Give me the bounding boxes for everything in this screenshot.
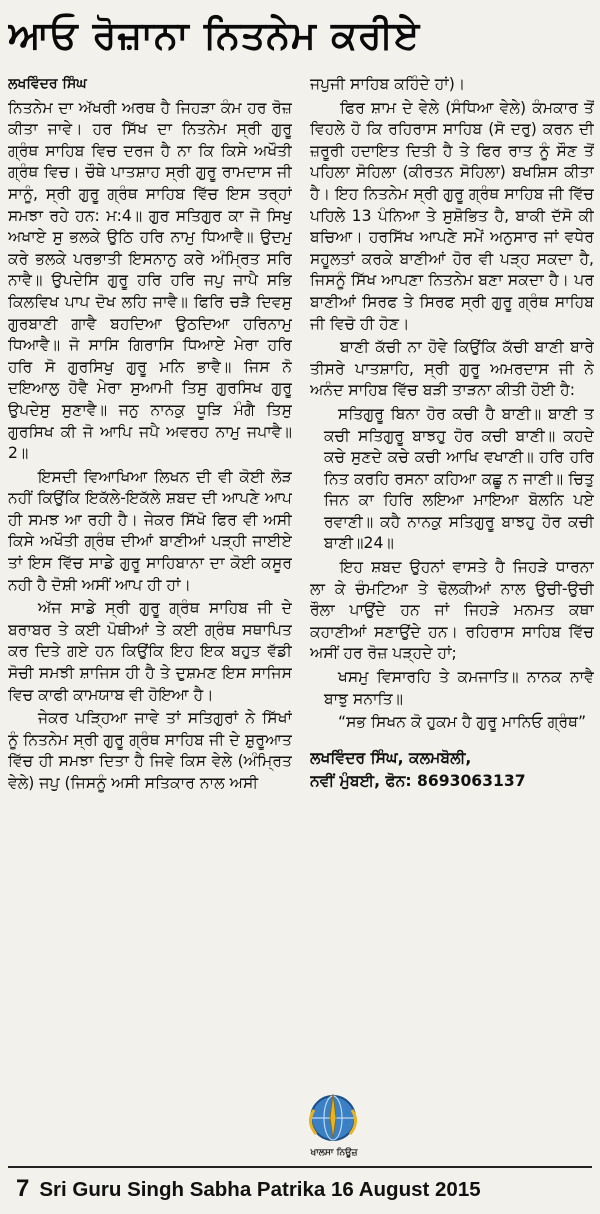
author-contact: ਨਵੀਂ ਮੁੰਬਈ, ਫੋਨ: 8693063137 — [310, 772, 526, 791]
verse-quote-3: “ਸਭ ਸਿਖਨ ਕੋ ਹੁਕਮ ਹੈ ਗੁਰੂ ਮਾਨਿਓ ਗ੍ਰੰਥ” — [338, 713, 587, 732]
paragraph-1: ਨਿਤਨੇਮ ਦਾ ਅੱਖਰੀ ਅਰਥ ਹੈ ਜਿਹੜਾ ਕੰਮ ਹਰ ਰੋਜ਼ ਕੀਤਾ ਜਾਵੇ। ਹਰ ਸਿੱਖ ਦਾ ਨਿਤਨੇਮ ਸ੍ਰੀ ਗੁਰੂ ਗ੍ਰੰਥ ਸਾਹਿਬ ਵਿਚ ਦਰਜ ਹੈ ਨਾ ਕਿ ਕਿਸੇ ਅਖੌਤੀ ਗ੍ਰੰਥ ਵਿਚ। ਚੌਥੇ ਪਾਤਸ਼ਾਹ ਸ੍ਰੀ ਗੁਰੂ ਰਾਮਦਾਸ ਜੀ ਸਾਨੂੰ, ਸ੍ਰੀ ਗੁਰੂ ਗ੍ਰੰਥ ਸਾਹਿਬ ਵਿੱਚ ਇਸ ਤਰ੍ਹਾਂ ਸਮਝਾ ਰਹੇ ਹਨ: ਮ:4॥ ਗੁਰ ਸਤਿਗੁਰ ਕਾ ਜੋ ਸਿਖੁ ਅਖਾਏ ਸੁ ਭਲਕੇ ਉਠਿ ਹਰਿ ਨਾਮੁ ਧਿਆਵੈ॥ ਉਦਮੁ ਕਰੇ ਭਲਕੇ ਪਰਭਾਤੀ ਇਸਨਾਨੁ ਕਰੇ ਅੰਮ੍ਰਿਤ ਸਰਿ ਨਾਵੈ॥ ਉਪਦੇਸਿ ਗੁਰੂ ਹਰਿ ਹਰਿ ਜਪੁ ਜਾਪੈ ਸਭਿ ਕਿਲਵਿਖ ਪਾਪ ਦੋਖ ਲਹਿ ਜਾਵੈ॥ ਫਿਰਿ ਚੜੈ ਦਿਵਸੁ ਗੁਰਬਾਣੀ ਗਾਵੈ ਬਹਦਿਆ ਉਠਦਿਆ ਹਰਿਨਾਮੁ ਧਿਆਵੈ॥ ਜੋ ਸਾਸਿ ਗਿਰਾਸਿ ਧਿਆਏ ਮੇਰਾ ਹਰਿ ਹਰਿ ਸੋ ਗੁਰਸਿਖੁ ਗੁਰੂ ਮਨਿ ਭਾਵੈ॥ ਜਿਸ ਨੋ ਦਇਆਲੁ ਹੋਵੈ ਮੇਰਾ ਸੁਆਮੀ ਤਿਸੁ ਗੁਰਸਿਖ ਗੁਰੂ ਉਪਦੇਸੁ ਸੁਣਾਵੈ॥ ਜਨੁ ਨਾਨਕੁ ਧੂੜਿ ਮੰਗੈ ਤਿਸੁ ਗੁਰਸਿਖ ਕੀ ਜੋ ਆਪਿ ਜਪੈ ਅਵਰਹ ਨਾਮੁ ਜਪਾਵੈ॥2॥ — [8, 98, 292, 463]
right-column — [310, 74, 594, 1154]
paragraph-continued: ਜਪੁਜੀ ਸਾਹਿਬ ਕਹਿੰਦੇ ਹਾਂ)। — [310, 75, 466, 93]
page-number: 7 — [16, 1175, 30, 1202]
paragraph-5: ਫਿਰ ਸ਼ਾਮ ਦੇ ਵੇਲੇ (ਸੰਧਿਆ ਵੇਲੇ) ਕੰਮਕਾਰ ਤੋਂ ਵਿਹਲੇ ਹੋ ਕਿ ਰਹਿਰਾਸ ਸਾਹਿਬ (ਸੋ ਦਰੁ) ਕਰਨ ਦੀ ਜ਼ਰੂਰੀ ਹਦਾਇਤ ਦਿਤੀ ਹੈ ਤੇ ਫਿਰ ਰਾਤ ਨੂੰ ਸੌਣ ਤੋਂ ਪਹਿਲਾ ਸੋਹਿਲਾ (ਕੀਰਤਨ ਸੋਹਿਲਾ) ਬਖਸ਼ਿਸ ਕੀਤਾ ਹੈ। ਇਹ ਨਿਤਨੇਮ ਸ੍ਰੀ ਗੁਰੂ ਗ੍ਰੰਥ ਸਾਹਿਬ ਜੀ ਵਿੱਚ ਪਹਿਲੇ 13 ਪੰਨਿਆ ਤੇ ਸੁਸ਼ੋਭਿਤ ਹੈ, ਬਾਕੀ ਦੱਸੋ ਕੀ ਬਚਿਆ। ਹਰਸਿੱਖ ਆਪਣੇ ਸਮੇਂ ਅਨੁਸਾਰ ਜਾਂ ਵਧੇਰ ਸਹੂਲਤਾਂ ਕਰਕੇ ਬਾਣੀਆਂ ਹੋਰ ਵੀ ਪੜ੍ਹ ਸਕਦਾ ਹੈ, ਜਿਸਨੂੰ ਸਿੱਖ ਆਪਣਾ ਨਿਤਨੇਮ ਬਣਾ ਸਕਦਾ ਹੈ। ਪਰ ਬਾਣੀਆਂ ਸਿਰਫ ਤੇ ਸਿਰਫ ਸ੍ਰੀ ਗੁਰੂ ਗ੍ਰੰਥ ਸਾਹਿਬ ਜੀ ਵਿਚੋ ਹੀ ਹੋਣ। — [310, 98, 594, 333]
paragraph-7: ਇਹ ਸ਼ਬਦ ਉਹਨਾਂ ਵਾਸਤੇ ਹੈ ਜਿਹੜੇ ਧਾਰਨਾ ਲਾ ਕੇ ਚੰਮਟਿਆ ਤੇ ਢੋਲਕੀਆਂ ਨਾਲ ਉਚੀ-ਉਚੀ ਰੌਲਾ ਪਾਉਂਦੇ ਹਨ ਜਾਂ ਜਿਹੜੇ ਮਨਮਤ ਕਥਾ ਕਹਾਣੀਆਂ ਸਣਾਉਂਦੇ ਹਨ। ਰਹਿਰਾਸ ਸਾਹਿਬ ਵਿੱਚ ਅਸੀਂ ਹਰ ਰੋਜ਼ ਪੜ੍ਹਦੇ ਹਾਂ; — [310, 558, 594, 663]
page-footer — [16, 1172, 596, 1206]
logo-caption: ਖਾਲਸਾ ਨਿਊਜ਼ — [310, 1148, 358, 1158]
footer-divider — [8, 1166, 592, 1168]
khalsa-news-logo-icon — [302, 1088, 364, 1154]
paragraph-2: ਇਸਦੀ ਵਿਆਖਿਆ ਲਿਖਨ ਦੀ ਵੀ ਕੋਈ ਲੋੜ ਨਹੀਂ ਕਿਉਂਕਿ ਇਕੱਲੇ-ਇਕੱਲੇ ਸ਼ਬਦ ਦੀ ਆਪਣੇ ਆਪ ਹੀ ਸਮਝ ਆ ਰਹੀ ਹੈ। ਜੇਕਰ ਸਿੱਖੋ ਫਿਰ ਵੀ ਅਸੀ ਕਿਸੇ ਅਖੌਤੀ ਗ੍ਰੰਥ ਦੀਆਂ ਬਾਣੀਆਂ ਪੜ੍ਹੀ ਜਾਈਏ ਤਾਂ ਇਸ ਵਿੱਚ ਸਾਡੇ ਗੁਰੂ ਸਾਹਿਬਾਨਾ ਦਾ ਕੋਈ ਕਸੂਰ ਨਹੀ ਹੈ ਦੋਸ਼ੀ ਅਸੀਂ ਆਪ ਹੀ ਹਾਂ। — [8, 467, 292, 594]
paragraph-6: ਬਾਣੀ ਕੱਚੀ ਨਾ ਹੋਵੇ ਕਿਉਂਕਿ ਕੱਚੀ ਬਾਣੀ ਬਾਰੇ ਤੀਸਰੇ ਪਾਤਸ਼ਾਹਿ, ਸ੍ਰੀ ਗੁਰੂ ਅਮਰਦਾਸ ਜੀ ਨੇ ਅਨੰਦ ਸਾਹਿਬ ਵਿੱਚ ਬੜੀ ਤਾੜਨਾ ਕੀਤੀ ਹੋਈ ਹੈ: — [310, 338, 594, 400]
page-headline: ਆਓ ਰੋਜ਼ਾਨਾ ਨਿਤਨੇਮ ਕਰੀਏ — [8, 13, 421, 57]
author-signature: ਲਖਵਿੰਦਰ ਸਿੰਘ, ਕਲਮਬੋਲੀ, — [310, 748, 472, 767]
verse-quote-1: ਸਤਿਗੁਰੂ ਬਿਨਾ ਹੋਰ ਕਚੀ ਹੈ ਬਾਣੀ॥ ਬਾਣੀ ਤ ਕਚੀ ਸਤਿਗੁਰੂ ਬਾਝਹੁ ਹੋਰ ਕਚੀ ਬਾਣੀ॥ ਕਹਦੇ ਕਚੇ ਸੁਣਦੇ ਕਚੇ ਕਚੀ ਆਖਿ ਵਖਾਣੀ॥ ਹਰਿ ਹਰਿ ਨਿਤ ਕਰਹਿ ਰਸਨਾ ਕਹਿਆ ਕਛੂ ਨ ਜਾਣੀ॥ ਚਿਤੁ ਜਿਨ ਕਾ ਹਿਰਿ ਲਇਆ ਮਾਇਆ ਬੋਲਨਿ ਪਏ ਰਵਾਣੀ॥ ਕਹੈ ਨਾਨਕੁ ਸਤਿਗੁਰੂ ਬਾਝਹੁ ਹੋਰ ਕਚੀ ਬਾਣੀ॥24॥ — [324, 404, 594, 553]
verse-quote-2: ਖਸਮੁ ਵਿਸਾਰਹਿ ਤੇ ਕਮਜਾਤਿ॥ ਨਾਨਕ ਨਾਵੈ ਬਾਝੁ ਸਨਾਤਿ॥ — [324, 668, 594, 708]
publication-line: Sri Guru Singh Sabha Patrika 16 August 2015 — [39, 1178, 481, 1201]
left-column — [8, 74, 292, 1154]
paragraph-3: ਅੱਜ ਸਾਡੇ ਸ੍ਰੀ ਗੁਰੂ ਗ੍ਰੰਥ ਸਾਹਿਬ ਜੀ ਦੇ ਬਰਾਬਰ ਤੇ ਕਈ ਪੋਥੀਆਂ ਤੇ ਕਈ ਗ੍ਰੰਥ ਸਥਾਪਿਤ ਕਰ ਦਿਤੇ ਗਏ ਹਨ ਕਿਉਂਕਿ ਇਹ ਇਕ ਬਹੁਤ ਵੱਡੀ ਸੋਚੀ ਸਮਝੀ ਸ਼ਾਜਿਸ ਹੀ ਹੈ ਤੇ ਦੁਸ਼ਮਣ ਇਸ ਸਾਜਿਸ ਵਿਚ ਕਾਫੀ ਕਾਮਯਾਬ ਵੀ ਹੋਇਆ ਹੈ। — [8, 599, 292, 704]
paragraph-4: ਜੇਕਰ ਪੜ੍ਹਿਆ ਜਾਵੇ ਤਾਂ ਸਤਿਗੁਰਾਂ ਨੇ ਸਿੱਖਾਂ ਨੂੰ ਨਿਤਨੇਮ ਸ੍ਰੀ ਗੁਰੂ ਗ੍ਰੰਥ ਸਾਹਿਬ ਜੀ ਦੇ ਸ਼ੁਰੂਆਤ ਵਿੱਚ ਹੀ ਸਮਝਾ ਦਿਤਾ ਹੈ ਜਿਵੇ ਕਿਸ ਵੇਲੇ (ਅੰਮ੍ਰਿਤ ਵੇਲੇ) ਜਪੁ (ਜਿਸਨੂੰ ਅਸੀ ਸਤਿਕਾਰ ਨਾਲ ਅਸੀ — [8, 709, 292, 792]
byline: ਲਖਵਿੰਦਰ ਸਿੰਘ — [8, 76, 87, 92]
article-columns — [8, 74, 594, 1154]
